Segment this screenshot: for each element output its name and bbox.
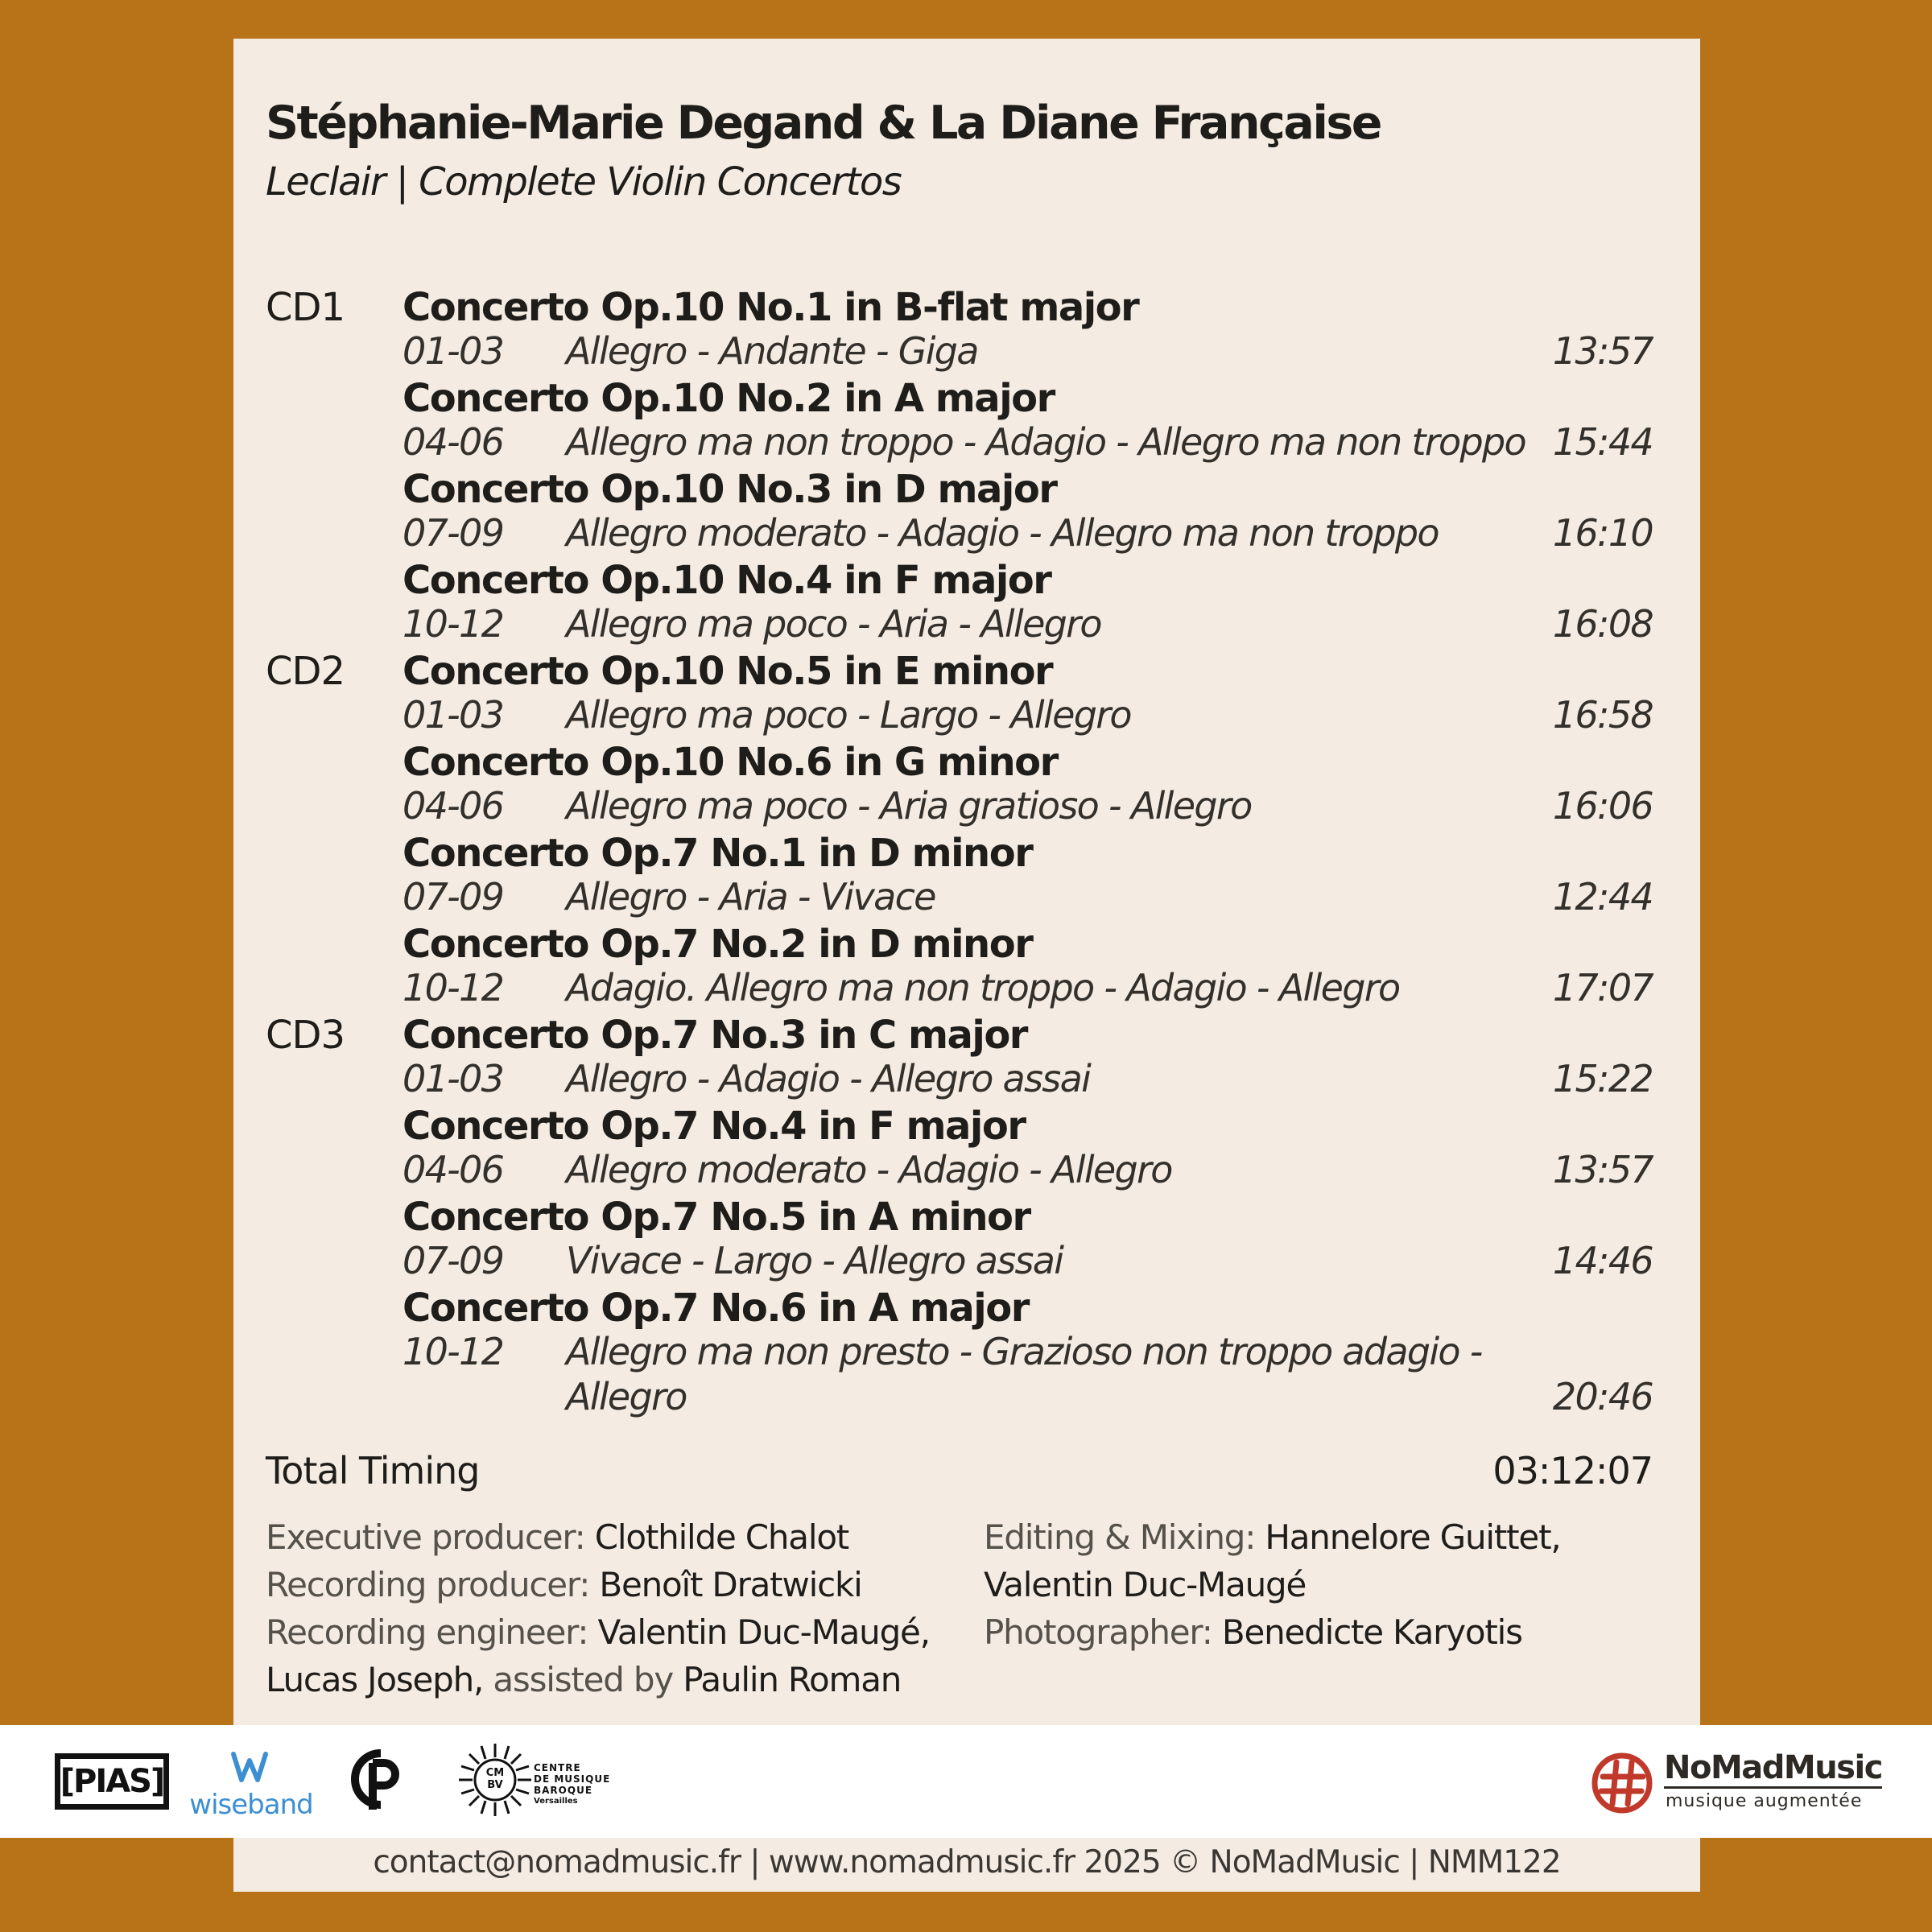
movements: Allegro moderato - Adagio - Allegro ma non troppo [566,511,1439,555]
track-range: 07-09 [402,1239,504,1282]
duration: 15:44 [1552,420,1653,464]
cd-label: CD1 [266,285,345,330]
nomadmusic-logo [1590,1749,1882,1822]
footer-contact: contact@nomadmusic.fr | www.nomadmusic.fr 2025 © NoMadMusic | NMM122 [373,1844,1561,1880]
concerto-title: Concerto Op.7 No.6 in A major [402,1286,1029,1331]
cmbv-monogram: CM BV [485,1767,505,1791]
concerto-row [0,1100,1932,1189]
concerto-row [0,373,1932,464]
track-range: 04-06 [402,420,504,464]
concerto-title: Concerto Op.10 No.1 in B-flat major [402,285,1139,330]
concerto-row [0,828,1932,919]
track-range: 10-12 [402,966,504,1009]
artist-title: Stéphanie-Marie Degand & La Diane Française [266,97,1381,150]
cmbv-line: Versailles [534,1797,578,1806]
movements: Adagio. Allegro ma non troppo - Adagio - Allegro [566,966,1400,1009]
wiseband-w-icon [187,1749,316,1785]
concerto-title: Concerto Op.10 No.2 in A major [402,376,1055,421]
cmbv-line: BAROQUE [534,1785,593,1796]
cmbv-line: CENTRE [534,1762,581,1773]
track-range: 10-12 [402,1330,504,1373]
wiseband-logo [187,1749,316,1822]
duration: 13:57 [1552,1148,1653,1191]
concerto-row [0,737,1932,828]
wiseband-text: wiseband [189,1789,313,1821]
logo-band [0,1725,1932,1838]
cp-logo [342,1745,407,1814]
nomadmusic-tagline: musique augmentée [1666,1791,1863,1811]
duration: 20:46 [1552,1375,1653,1418]
credit-name: Paulin Roman [683,1660,902,1699]
credit-name: Lucas Joseph, [266,1660,484,1699]
concerto-row [0,1009,1932,1098]
movements: Allegro - Adagio - Allegro assai [566,1057,1091,1100]
track-range: 07-09 [402,875,504,919]
movements: Vivace - Largo - Allegro assai [566,1239,1063,1282]
concerto-row [0,1282,1932,1419]
track-range: 04-06 [402,1148,504,1191]
movements: Allegro - Aria - Vivace [566,875,935,919]
concerto-row [0,919,1932,1007]
concerto-row [0,464,1932,555]
cmbv-logo [455,1740,624,1828]
total-timing-label: Total Timing [266,1449,480,1492]
credit-name: Valentin Duc-Maugé [984,1565,1307,1604]
concerto-title: Concerto Op.7 No.1 in D minor [402,831,1033,876]
duration: 17:07 [1552,966,1653,1009]
pias-logo-text: [PIAS] [60,1763,164,1800]
pias-logo [55,1753,169,1810]
credit-name: Hannelore Guittet, [1265,1517,1561,1557]
concerto-row [0,282,1932,373]
nomadmusic-name: NoMadMusic [1664,1749,1882,1789]
duration: 16:58 [1552,693,1653,737]
credit-name: Clothilde Chalot [594,1517,849,1557]
cd-label: CD3 [266,1013,345,1058]
movements: Allegro ma poco - Largo - Allegro [566,693,1131,737]
movements: Allegro moderato - Adagio - Allegro [566,1148,1172,1191]
movements: Allegro ma non troppo - Adagio - Allegro ma non troppo [566,420,1525,464]
credits-left [266,1513,930,1703]
cd-label: CD2 [266,649,345,694]
concerto-title: Concerto Op.10 No.5 in E minor [402,649,1053,694]
concerto-row [0,646,1932,737]
concerto-title: Concerto Op.10 No.3 in D major [402,467,1057,512]
duration: 16:10 [1552,511,1653,555]
credit-name: Benedicte Karyotis [1221,1612,1522,1652]
credits-right [984,1513,1561,1656]
credit-name: Benoît Dratwicki [599,1565,862,1604]
credit-label: Executive producer: [266,1517,585,1557]
credit-label: Editing & Mixing: [984,1517,1256,1557]
movements: Allegro ma poco - Aria gratioso - Allegro [566,784,1252,828]
track-range: 01-03 [402,1057,504,1100]
duration: 12:44 [1552,875,1653,919]
movements: Allegro ma non presto - Grazioso non troppo adagio - Allegro [566,1330,1482,1418]
credit-label: Recording producer: [266,1565,590,1604]
cp-icon [342,1745,407,1814]
album-subtitle: Leclair | Complete Violin Concertos [266,159,902,204]
duration: 16:06 [1552,784,1653,828]
movements: Allegro ma poco - Aria - Allegro [566,602,1101,646]
concerto-title: Concerto Op.10 No.6 in G minor [402,740,1058,785]
cmbv-wordmark [534,1762,610,1807]
track-range: 10-12 [402,602,504,646]
duration: 15:22 [1552,1057,1653,1100]
duration: 13:57 [1552,329,1653,373]
duration: 14:46 [1552,1239,1653,1282]
track-range: 07-09 [402,511,504,555]
concerto-row [0,1191,1932,1280]
concerto-title: Concerto Op.7 No.2 in D minor [402,922,1033,967]
credit-label: Recording engineer: [266,1612,588,1652]
track-range: 04-06 [402,784,504,828]
track-range: 01-03 [402,693,504,737]
total-timing-value: 03:12:07 [1492,1449,1653,1492]
concerto-title: Concerto Op.7 No.5 in A minor [402,1195,1030,1240]
movements: Allegro - Andante - Giga [566,329,978,373]
concerto-title: Concerto Op.7 No.3 in C major [402,1013,1027,1058]
concerto-title: Concerto Op.7 No.4 in F major [402,1104,1026,1149]
concerto-row [0,555,1932,646]
cmbv-line: DE MUSIQUE [534,1773,611,1785]
credit-label: assisted by [493,1660,674,1699]
duration: 16:08 [1552,602,1653,646]
credit-name: Valentin Duc-Maugé, [597,1612,930,1652]
credit-label: Photographer: [984,1612,1212,1652]
track-range: 01-03 [402,329,504,373]
concerto-title: Concerto Op.10 No.4 in F major [402,558,1051,603]
nomadmusic-hash-icon [1590,1751,1654,1815]
